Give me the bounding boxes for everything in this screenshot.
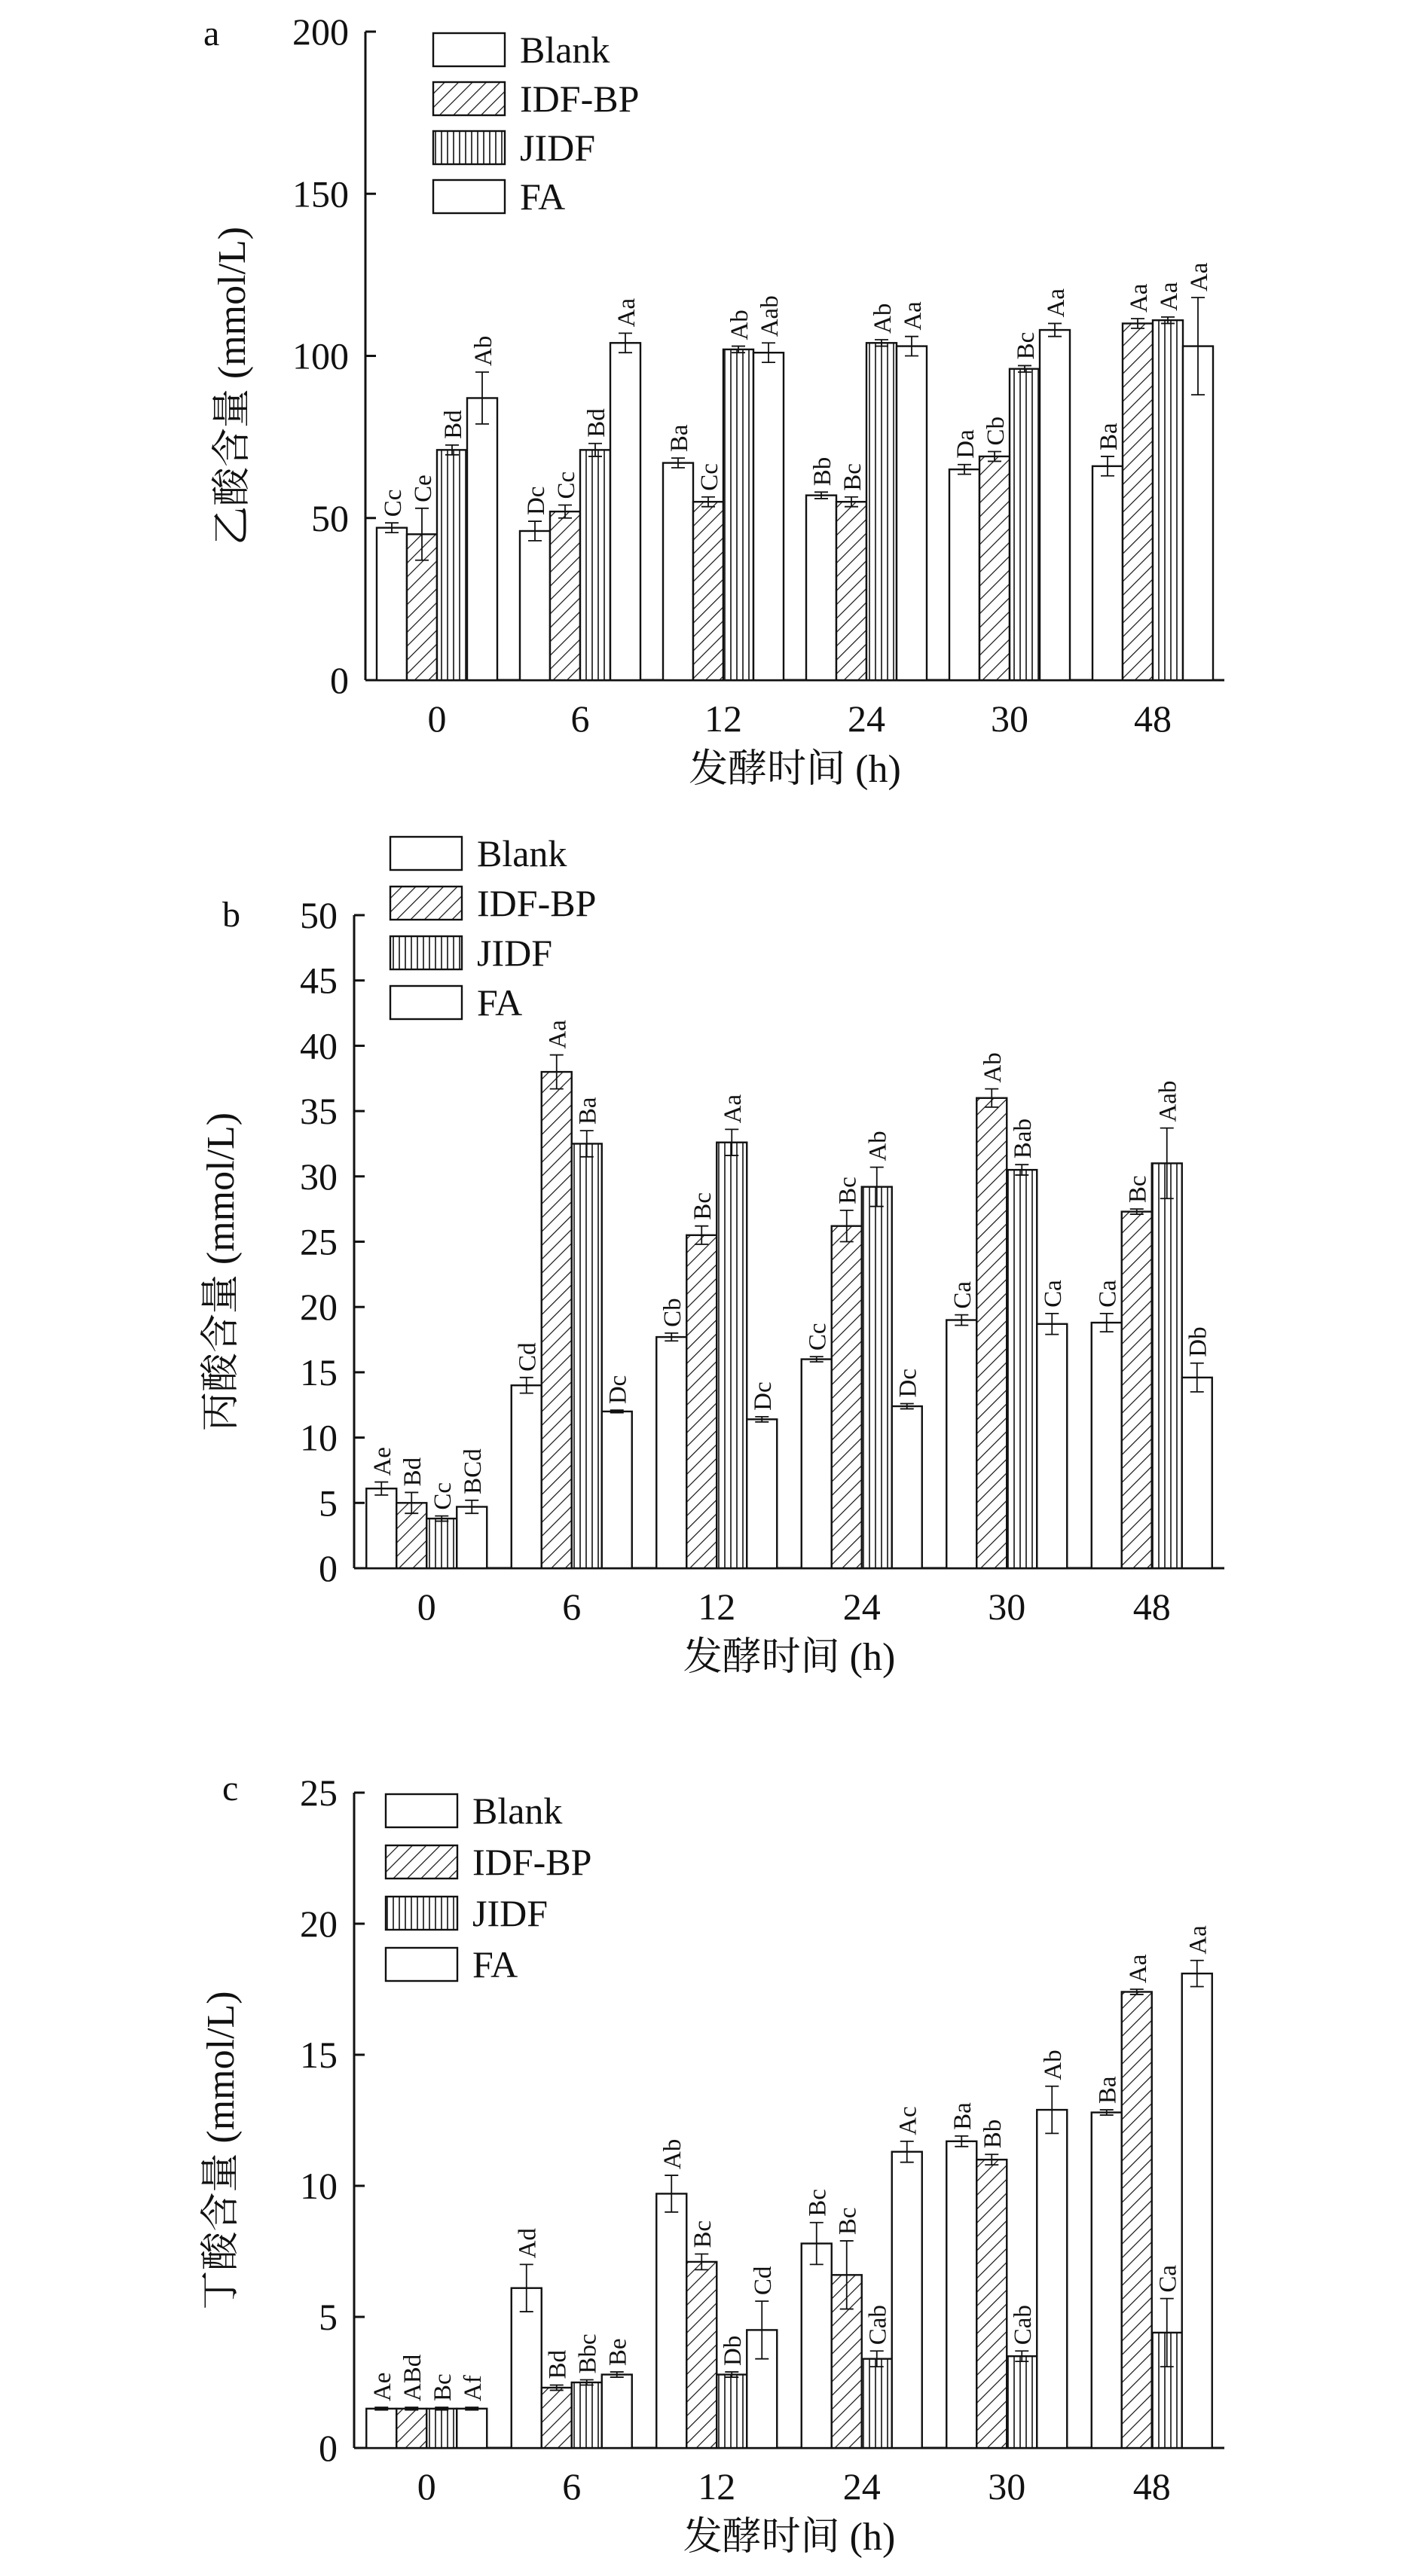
- y-tick-label: 15: [300, 2034, 338, 2076]
- x-tick-label: 24: [842, 2465, 881, 2507]
- bar-blank: [520, 531, 550, 680]
- legend-swatch-blank: [386, 1794, 457, 1827]
- bar-blank: [1092, 1323, 1122, 1568]
- significance-label: Aa: [544, 1020, 572, 1049]
- bar-fa: [602, 2375, 632, 2448]
- x-tick-label: 30: [991, 697, 1028, 740]
- significance-label: Dc: [894, 1369, 922, 1398]
- bar-fa: [897, 346, 927, 680]
- bar-jidf: [1007, 2356, 1037, 2448]
- bar-fa: [1182, 1973, 1212, 2448]
- x-tick-label: 0: [427, 697, 447, 740]
- legend-label: IDF-BP: [520, 78, 640, 120]
- significance-label: Ba: [666, 424, 693, 453]
- bar-fa: [457, 2409, 487, 2448]
- bar-jidf: [437, 450, 467, 680]
- y-tick-label: 50: [311, 496, 349, 539]
- significance-label: ABd: [399, 2354, 427, 2402]
- bar-jidf: [1010, 369, 1040, 680]
- significance-label: Aa: [1156, 282, 1183, 311]
- significance-label: Af: [460, 2375, 487, 2402]
- legend-label: FA: [477, 981, 523, 1024]
- bar-blank: [366, 2409, 396, 2448]
- bar-blank: [663, 463, 693, 680]
- significance-label: Ab: [979, 1052, 1007, 1083]
- bar-blank: [806, 496, 836, 680]
- bar-fa: [610, 343, 640, 680]
- significance-label: Aa: [900, 301, 927, 331]
- legend-swatch-idf-bp: [433, 82, 505, 115]
- bar-jidf: [717, 2375, 747, 2448]
- y-tick-label: 25: [300, 1220, 338, 1263]
- bar-blank: [1092, 2113, 1122, 2448]
- bar-blank: [656, 2193, 686, 2448]
- bar-idf-bp: [1122, 1212, 1152, 1568]
- significance-label: Bc: [834, 1177, 862, 1204]
- x-tick-label: 48: [1134, 697, 1172, 740]
- significance-label: Ab: [659, 2138, 687, 2170]
- bar-jidf: [866, 343, 897, 680]
- bar-blank: [802, 1360, 832, 1568]
- y-tick-label: 0: [330, 659, 349, 701]
- x-tick-label: 12: [704, 697, 742, 740]
- bar-fa: [1183, 346, 1213, 680]
- significance-label: Bc: [689, 2220, 717, 2248]
- significance-label: Ca: [949, 1280, 977, 1309]
- legend-swatch-blank: [390, 837, 462, 870]
- y-tick-label: 20: [300, 1286, 338, 1329]
- significance-label: Ab: [864, 1131, 892, 1161]
- y-axis-title: 丁酸含量 (mmol/L): [200, 1991, 243, 2310]
- significance-label: Ac: [894, 2106, 922, 2135]
- bar-blank: [512, 1385, 542, 1568]
- significance-label: Ae: [369, 1447, 397, 1476]
- significance-label: Cc: [429, 1482, 457, 1510]
- significance-label: Bb: [809, 456, 836, 487]
- bar-idf-bp: [1122, 1992, 1152, 2448]
- significance-label: Aa: [1126, 283, 1153, 313]
- panel-label: a: [203, 14, 220, 53]
- x-tick-label: 6: [562, 2465, 582, 2507]
- y-axis-title: 乙酸含量 (mmol/L): [211, 226, 254, 546]
- bar-idf-bp: [542, 2388, 572, 2448]
- legend-label: Blank: [477, 832, 567, 874]
- bar-jidf: [717, 1143, 747, 1568]
- x-tick-label: 48: [1132, 2465, 1171, 2507]
- bar-fa: [1182, 1378, 1212, 1568]
- legend-swatch-fa: [386, 1948, 457, 1981]
- y-tick-label: 5: [319, 1482, 338, 1525]
- significance-label: Bab: [1010, 1119, 1037, 1159]
- significance-label: Cb: [659, 1298, 687, 1327]
- significance-label: Ad: [514, 2228, 542, 2259]
- significance-label: Aa: [1186, 262, 1213, 292]
- bar-jidf: [1153, 320, 1183, 680]
- significance-label: Cab: [1010, 2305, 1037, 2346]
- significance-label: Cd: [750, 2266, 778, 2296]
- y-tick-label: 0: [319, 2427, 338, 2469]
- significance-label: Bc: [1013, 331, 1040, 360]
- significance-label: Ca: [1154, 2264, 1182, 2293]
- bar-idf-bp: [976, 2159, 1007, 2448]
- significance-label: Cc: [804, 1323, 832, 1351]
- y-tick-label: 20: [300, 1903, 338, 1945]
- legend-label: Blank: [472, 1790, 563, 1832]
- bar-idf-bp: [550, 511, 580, 680]
- bar-jidf: [862, 2359, 892, 2448]
- y-tick-label: 40: [300, 1024, 338, 1067]
- legend-swatch-jidf: [433, 131, 505, 164]
- bar-idf-bp: [832, 1226, 862, 1568]
- legend-swatch-jidf: [386, 1897, 457, 1930]
- x-axis-title: 发酵时间 (h): [689, 748, 901, 791]
- significance-label: Aa: [1124, 1954, 1152, 1983]
- legend-label: JIDF: [472, 1892, 549, 1934]
- significance-label: Aa: [1043, 288, 1070, 318]
- significance-label: Ce: [410, 475, 437, 502]
- x-axis-title: 发酵时间 (h): [683, 1636, 896, 1679]
- bar-blank: [1092, 466, 1123, 680]
- significance-label: Ab: [869, 303, 897, 334]
- legend-label: FA: [472, 1943, 518, 1985]
- bar-idf-bp: [979, 456, 1010, 680]
- bar-fa: [467, 398, 497, 680]
- bar-idf-bp: [396, 2409, 426, 2448]
- legend-label: JIDF: [520, 127, 596, 169]
- bar-fa: [1037, 2110, 1067, 2448]
- bar-idf-bp: [542, 1072, 572, 1568]
- y-tick-label: 45: [300, 959, 338, 1002]
- bar-idf-bp: [686, 2262, 717, 2448]
- x-tick-label: 48: [1132, 1586, 1171, 1628]
- x-tick-label: 30: [988, 2465, 1026, 2507]
- panel-label: c: [222, 1769, 239, 1808]
- significance-label: Aab: [1154, 1080, 1182, 1122]
- significance-label: Bc: [804, 2189, 832, 2217]
- bar-jidf: [580, 450, 610, 680]
- bar-jidf: [572, 1143, 602, 1568]
- bar-idf-bp: [1123, 323, 1153, 680]
- legend-swatch-fa: [390, 986, 462, 1019]
- legend-swatch-blank: [433, 33, 505, 66]
- chart-panel-c: [200, 1769, 1224, 2559]
- y-axis-title: 丙酸含量 (mmol/L): [200, 1112, 243, 1432]
- x-tick-label: 24: [848, 697, 885, 740]
- significance-label: Bd: [399, 1457, 427, 1487]
- bar-fa: [602, 1412, 632, 1568]
- significance-label: Db: [720, 2335, 747, 2367]
- legend-label: FA: [520, 175, 566, 218]
- significance-label: Aa: [720, 1094, 747, 1124]
- bar-blank: [802, 2244, 832, 2448]
- bar-idf-bp: [693, 502, 723, 680]
- legend-swatch-jidf: [390, 936, 462, 969]
- significance-label: Ba: [574, 1097, 602, 1125]
- significance-label: Be: [604, 2338, 632, 2367]
- x-tick-label: 0: [417, 1586, 436, 1628]
- legend: [386, 1790, 591, 1985]
- legend-swatch-idf-bp: [386, 1845, 457, 1879]
- legend-label: IDF-BP: [477, 882, 597, 924]
- bar-jidf: [723, 349, 753, 680]
- bar-blank: [946, 1320, 976, 1568]
- significance-label: Bc: [834, 2207, 862, 2236]
- bar-fa: [1037, 1324, 1067, 1568]
- bar-jidf: [426, 1518, 457, 1568]
- bar-blank: [946, 2141, 976, 2448]
- bar-jidf: [862, 1187, 892, 1568]
- legend: [390, 832, 596, 1024]
- bar-idf-bp: [686, 1235, 717, 1568]
- bar-fa: [1040, 330, 1070, 680]
- significance-label: Ba: [949, 2102, 977, 2130]
- bar-idf-bp: [836, 502, 866, 680]
- y-tick-label: 25: [300, 1772, 338, 1814]
- significance-label: Da: [952, 429, 979, 459]
- x-tick-label: 0: [417, 2465, 436, 2507]
- significance-label: Bc: [839, 463, 866, 491]
- x-tick-label: 30: [988, 1586, 1026, 1628]
- significance-label: Dc: [604, 1375, 632, 1405]
- x-tick-label: 12: [698, 1586, 736, 1628]
- bar-blank: [377, 528, 407, 680]
- legend: [433, 29, 639, 218]
- significance-label: Bc: [429, 2373, 457, 2402]
- significance-label: Ca: [1040, 1280, 1068, 1308]
- significance-label: Bb: [979, 2119, 1007, 2149]
- bar-fa: [892, 1406, 922, 1568]
- significance-label: Bc: [689, 1192, 717, 1220]
- significance-label: Ab: [470, 335, 497, 367]
- significance-label: Ba: [1096, 423, 1123, 450]
- significance-label: Cc: [696, 463, 723, 491]
- significance-label: Aa: [1184, 1925, 1212, 1955]
- panel-label: b: [222, 895, 240, 935]
- significance-label: Bc: [1124, 1175, 1152, 1204]
- y-tick-label: 50: [300, 894, 338, 936]
- y-tick-label: 35: [300, 1090, 338, 1133]
- y-tick-label: 100: [292, 334, 349, 377]
- significance-label: Ab: [726, 310, 753, 340]
- y-tick-label: 10: [300, 2165, 338, 2207]
- bar-jidf: [426, 2409, 457, 2448]
- significance-label: Bd: [440, 410, 467, 439]
- significance-label: Cc: [553, 471, 580, 499]
- significance-label: Bd: [583, 408, 610, 438]
- significance-label: Aa: [613, 298, 640, 328]
- bar-jidf: [1152, 1163, 1182, 1568]
- y-tick-label: 15: [300, 1351, 338, 1393]
- y-tick-label: 0: [319, 1547, 338, 1589]
- y-tick-label: 200: [292, 11, 349, 53]
- bar-blank: [366, 1488, 396, 1568]
- bar-blank: [949, 469, 979, 680]
- bar-jidf: [572, 2382, 602, 2448]
- significance-label: Ae: [369, 2372, 397, 2402]
- legend-swatch-idf-bp: [390, 887, 462, 920]
- significance-label: Bd: [544, 2349, 572, 2379]
- x-tick-label: 12: [698, 2465, 736, 2507]
- significance-label: Cc: [380, 489, 407, 517]
- y-tick-label: 5: [319, 2296, 338, 2338]
- significance-label: Db: [1184, 1326, 1212, 1357]
- chart-panel-a: [203, 11, 1224, 791]
- x-tick-label: 24: [842, 1586, 881, 1628]
- legend-swatch-fa: [433, 180, 505, 213]
- legend-label: Blank: [520, 29, 610, 71]
- bar-fa: [457, 1507, 487, 1568]
- x-tick-label: 6: [570, 697, 590, 740]
- bar-fa: [892, 2152, 922, 2448]
- bar-jidf: [1007, 1170, 1037, 1568]
- significance-label: Ba: [1094, 2076, 1122, 2104]
- bar-fa: [753, 353, 784, 680]
- y-tick-label: 10: [300, 1416, 338, 1459]
- significance-label: Ab: [1040, 2050, 1068, 2080]
- significance-label: Cb: [982, 416, 1010, 446]
- x-axis-title: 发酵时间 (h): [683, 2516, 896, 2559]
- significance-label: Bbc: [574, 2333, 602, 2374]
- significance-label: Aab: [756, 295, 784, 337]
- significance-label: Cd: [514, 1342, 542, 1372]
- y-tick-label: 30: [300, 1155, 338, 1198]
- significance-label: Cab: [864, 2305, 892, 2346]
- significance-label: Dc: [523, 486, 550, 516]
- legend-label: JIDF: [477, 932, 553, 974]
- bar-fa: [747, 1419, 777, 1568]
- x-tick-label: 6: [562, 1586, 582, 1628]
- significance-label: Ca: [1094, 1280, 1122, 1308]
- legend-label: IDF-BP: [472, 1841, 592, 1883]
- y-tick-label: 150: [292, 172, 349, 215]
- significance-label: BCd: [460, 1448, 487, 1494]
- bar-idf-bp: [976, 1098, 1007, 1568]
- significance-label: Dc: [750, 1381, 778, 1411]
- chart-panel-b: [200, 832, 1224, 1679]
- bar-blank: [656, 1337, 686, 1568]
